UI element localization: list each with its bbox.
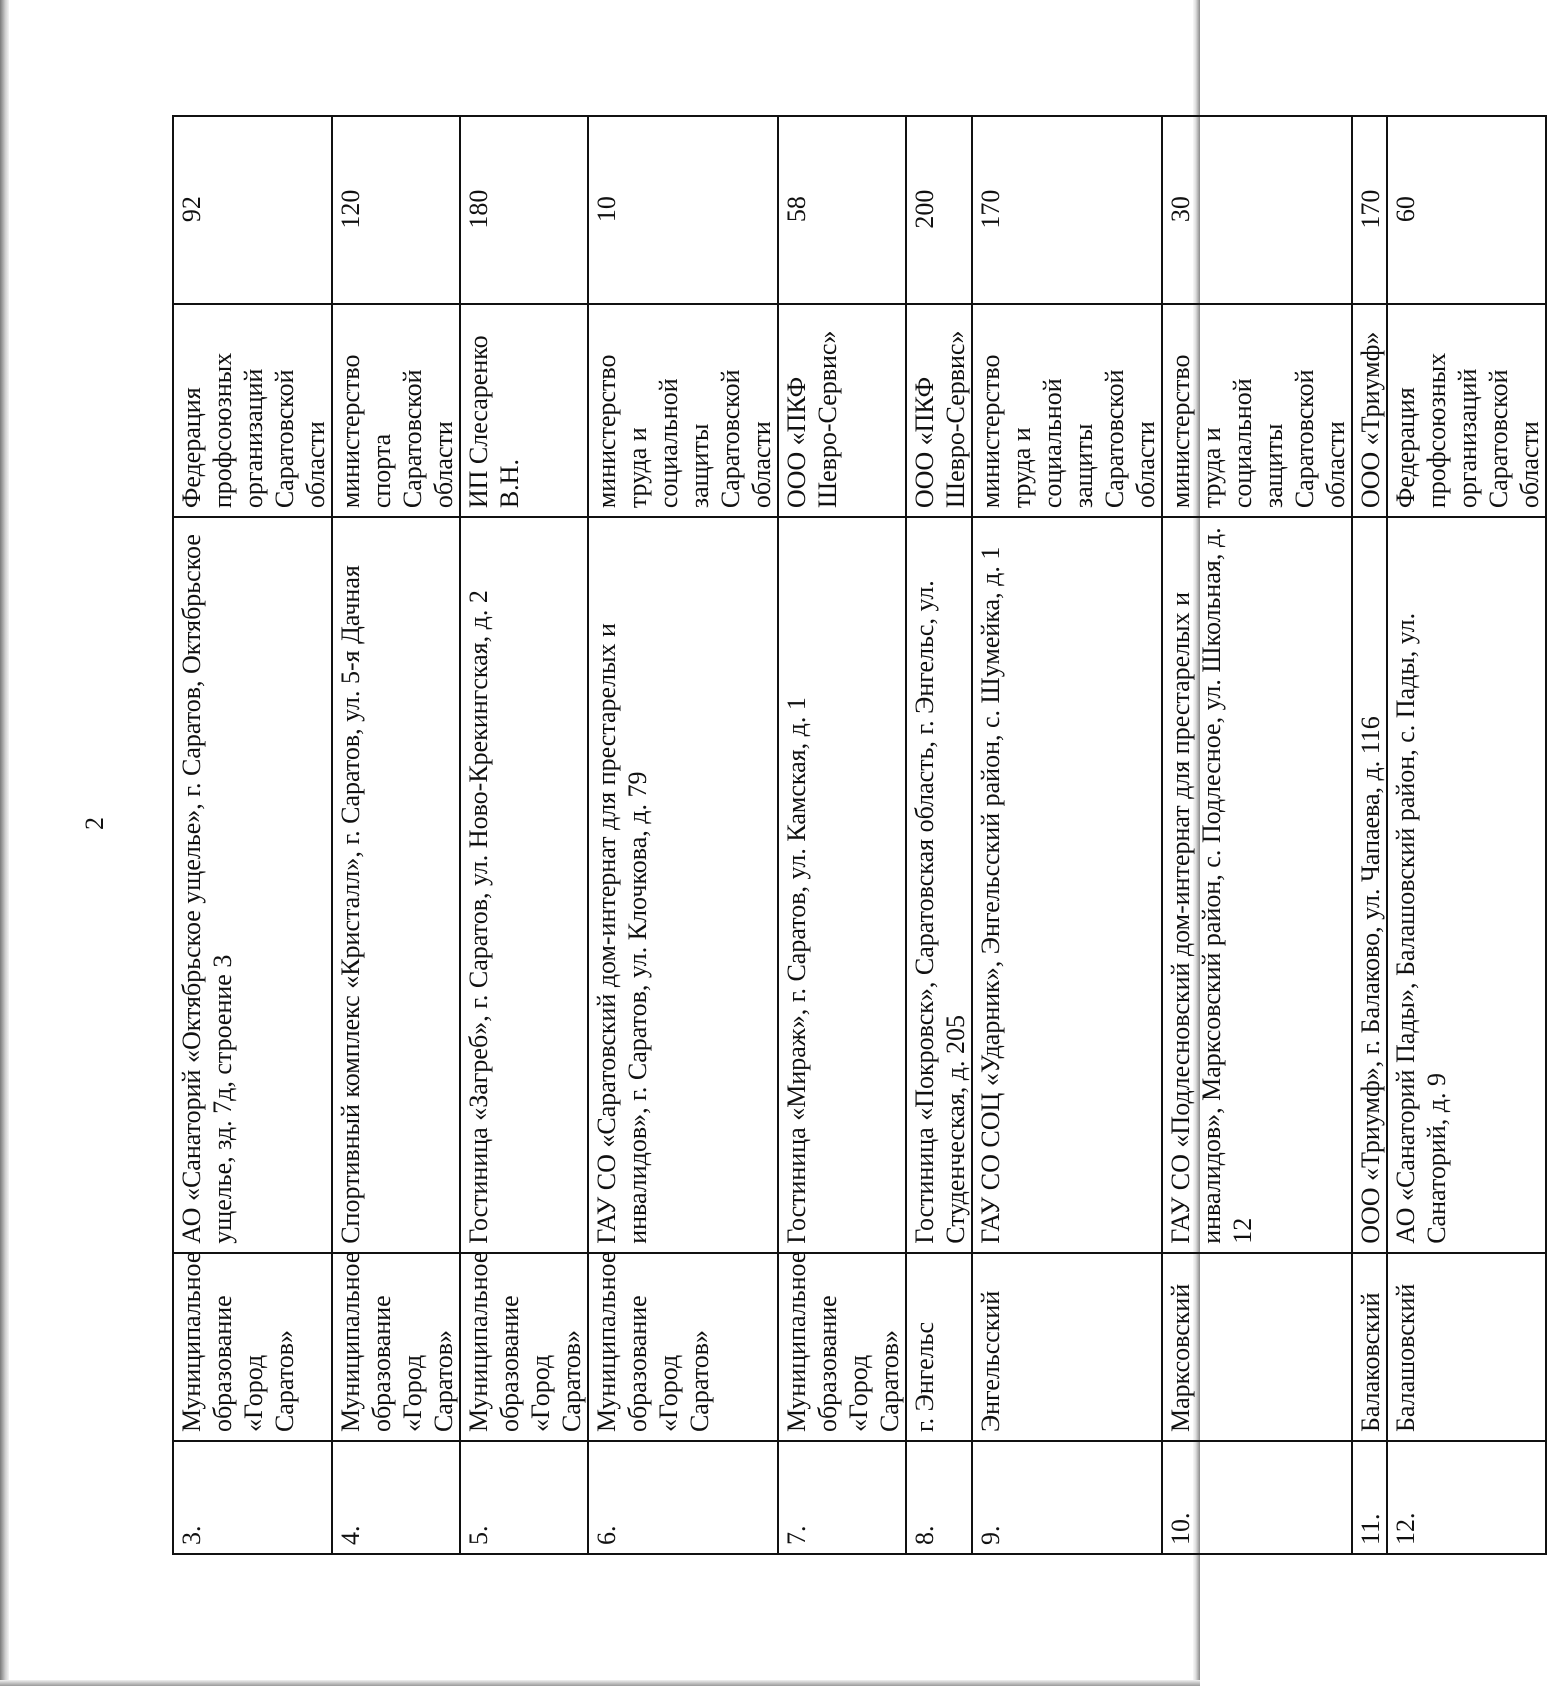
table-row [906,116,972,1554]
municipality-cell: Муниципальное образование «Город Саратов» [460,1253,588,1441]
place-cell: ГАУ СО СОЦ «Ударник», Энгельсский район, с. Шумейка, д. 1 [972,517,1162,1253]
scan-edge-bottom [0,1680,1200,1686]
capacity-cell: 180 [460,116,588,304]
place-cell: Гостиница «Загреб», г. Саратов, ул. Ново-Крекингская, д. 2 [460,517,588,1253]
place-cell: ГАУ СО «Саратовский дом-интернат для престарелых и инвалидов», г. Саратов, ул. Клочкова, д. 79 [588,517,778,1253]
municipality-cell: Марксовский [1162,1253,1352,1441]
organizer-cell: министерство труда и социальной защиты Саратовской области [588,304,778,517]
municipality-cell: г. Энгельс [906,1253,972,1441]
organizer-cell: ООО «ПКФ Шевро-Сервис» [778,304,906,517]
row-number: 6. [588,1441,778,1554]
capacity-cell: 200 [906,116,972,304]
row-number: 4. [332,1441,460,1554]
municipality-cell: Муниципальное образование «Город Саратов» [778,1253,906,1441]
place-cell: Гостиница «Мираж», г. Саратов, ул. Камская, д. 1 [778,517,906,1253]
organizer-cell: Федерация профсоюзных организаций Саратовской области [173,304,332,517]
place-cell: ГАУ СО «Подлесновский дом-интернат для престарелых и инвалидов», Марксовский район, с. Подлесное, ул. Школьная, д. 12 [1162,517,1352,1253]
row-number: 5. [460,1441,588,1554]
municipality-cell: Муниципальное образование «Город Саратов» [173,1253,332,1441]
municipality-cell: Энгельсский [972,1253,1162,1441]
capacity-cell: 58 [778,116,906,304]
place-cell: Гостиница «Покровск», Саратовская область, г. Энгельс, ул. Студенческая, д. 205 [906,517,972,1253]
row-number: 3. [173,1441,332,1554]
table-body [173,116,1546,1554]
table-row [778,116,906,1554]
placement-table [172,115,1547,1555]
table-row [332,116,460,1554]
table-row [1352,116,1387,1554]
capacity-cell: 92 [173,116,332,304]
capacity-cell: 30 [1162,116,1352,304]
organizer-cell: министерство спорта Саратовской области [332,304,460,517]
capacity-cell: 120 [332,116,460,304]
municipality-cell: Балаковский [1352,1253,1387,1441]
municipality-cell: Балашовский [1387,1253,1546,1441]
table-row [972,116,1162,1554]
place-cell: АО «Санаторий «Октябрьское ущелье», г. Саратов, Октябрьское ущелье, зд. 7д, строение 3 [173,517,332,1253]
municipality-cell: Муниципальное образование «Город Саратов» [332,1253,460,1441]
organizer-cell: ООО «Триумф» [1352,304,1387,517]
organizer-cell: ИП Слесаренко В.Н. [460,304,588,517]
capacity-cell: 170 [972,116,1162,304]
organizer-cell: Федерация профсоюзных организаций Саратовской области [1387,304,1546,517]
page-number: 2 [80,817,109,830]
rotated-table-wrapper [172,115,1544,1555]
table-row [588,116,778,1554]
organizer-cell: министерство труда и социальной защиты Саратовской области [1162,304,1352,517]
organizer-cell: ООО «ПКФ Шевро-Сервис» [906,304,972,517]
row-number: 11. [1352,1441,1387,1554]
organizer-cell: министерство труда и социальной защиты Саратовской области [972,304,1162,517]
capacity-cell: 170 [1352,116,1387,304]
row-number: 10. [1162,1441,1352,1554]
place-cell: ООО «Триумф», г. Балаково, ул. Чапаева, д. 116 [1352,517,1387,1253]
municipality-cell: Муниципальное образование «Город Саратов» [588,1253,778,1441]
capacity-cell: 60 [1387,116,1546,304]
place-cell: Спортивный комплекс «Кристалл», г. Саратов, ул. 5-я Дачная [332,517,460,1253]
place-cell: АО «Санаторий Пады», Балашовский район, с. Пады, ул. Санаторий, д. 9 [1387,517,1546,1253]
row-number: 9. [972,1441,1162,1554]
table-row [460,116,588,1554]
table-row [173,116,332,1554]
row-number: 12. [1387,1441,1546,1554]
row-number: 8. [906,1441,972,1554]
table-row [1162,116,1352,1554]
capacity-cell: 10 [588,116,778,304]
table-row [1387,116,1546,1554]
row-number: 7. [778,1441,906,1554]
scan-edge-left [0,0,9,1686]
